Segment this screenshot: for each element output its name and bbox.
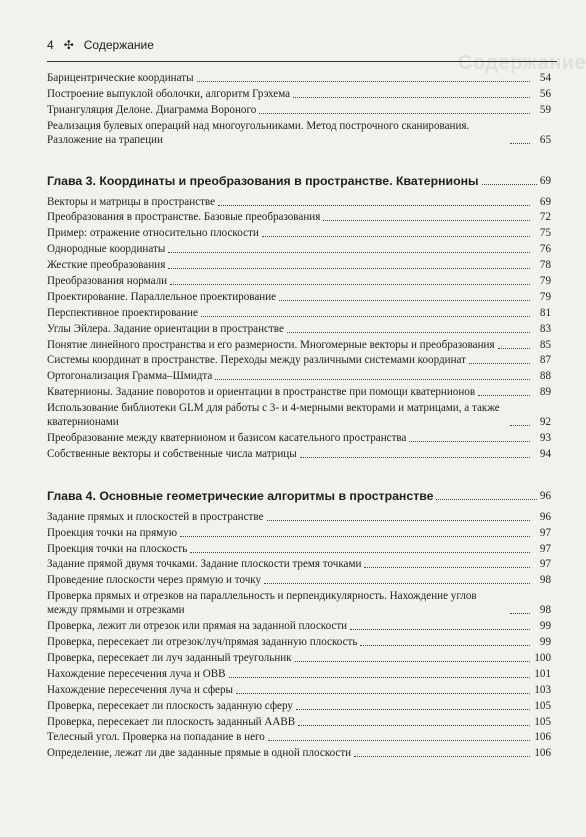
entry-title: Проектирование. Параллельное проектирование xyxy=(47,290,277,303)
entry-page: 87 xyxy=(539,354,551,367)
entry-page: 92 xyxy=(539,416,551,429)
entry-page: 99 xyxy=(539,636,551,649)
entry-title: Использование библиотеки GLM для работы с 3- и 4-мерными векторами и матрицами, а также кватернионами xyxy=(47,402,500,429)
leader-dots xyxy=(197,81,530,82)
entry-page: 85 xyxy=(539,338,551,351)
entry-title: Однородные координаты xyxy=(47,243,166,256)
leader-dots xyxy=(293,97,530,98)
entry-title: Проекция точки на плоскость xyxy=(47,542,188,555)
toc-entry[interactable] xyxy=(47,71,551,85)
leader-dots xyxy=(236,693,530,694)
separator-icon: ✣ xyxy=(63,38,74,52)
entry-page: 75 xyxy=(539,227,551,240)
leader-dots xyxy=(469,363,530,364)
leader-dots xyxy=(350,629,530,630)
toc-entry[interactable] xyxy=(47,635,551,649)
toc-entry[interactable] xyxy=(47,431,551,445)
leader-dots xyxy=(168,252,530,253)
entry-page: 76 xyxy=(539,243,551,256)
entry-page: 69 xyxy=(539,195,551,208)
leader-dots xyxy=(287,332,530,333)
leader-dots xyxy=(510,425,530,426)
leader-dots xyxy=(300,457,530,458)
entry-page: 81 xyxy=(539,306,551,319)
running-header xyxy=(47,38,557,52)
top-entries xyxy=(47,71,551,147)
entry-title: Проведение плоскости через прямую и точку xyxy=(47,574,262,587)
entry-title: Проверка, пересекает ли отрезок/луч/прямая заданную плоскость xyxy=(47,636,358,649)
entry-page: 78 xyxy=(539,259,551,272)
entry-title: Жесткие преобразования xyxy=(47,259,166,272)
entry-title: Нахождение пересечения луча и ОВВ xyxy=(47,667,226,680)
leader-dots xyxy=(510,613,530,614)
leader-dots xyxy=(364,567,530,568)
entry-title: Преобразование между кватернионом и базисом касательного пространства xyxy=(47,432,407,445)
entry-page: 105 xyxy=(534,699,551,712)
entry-page: 103 xyxy=(534,683,551,696)
entry-page: 56 xyxy=(539,87,551,100)
section-title: Содержание xyxy=(83,38,154,52)
toc-entry[interactable] xyxy=(47,385,551,399)
entry-title: Кватернионы. Задание поворотов и ориентации в пространстве при помощи кватернионов xyxy=(47,386,476,399)
entry-title: Задание прямых и плоскостей в пространстве xyxy=(47,510,264,523)
toc-entry[interactable] xyxy=(47,210,551,224)
toc-entry[interactable] xyxy=(47,651,551,665)
toc-entry[interactable] xyxy=(47,119,551,147)
toc-entry[interactable] xyxy=(47,542,551,556)
leader-dots xyxy=(323,220,530,221)
entry-title: Проверка, пересекает ли луч заданный треугольник xyxy=(47,651,292,664)
leader-dots xyxy=(262,236,530,237)
leader-dots xyxy=(201,316,530,317)
leader-dots xyxy=(360,645,530,646)
chapter-title: Глава 3. Координаты и преобразования в пространстве. Кватернионы xyxy=(47,173,479,188)
leader-dots xyxy=(296,709,530,710)
entry-title: Проверка, пересекает ли плоскость заданный ААВВ xyxy=(47,715,296,728)
leader-dots xyxy=(478,395,530,396)
leader-dots xyxy=(190,552,530,553)
entry-page: 97 xyxy=(539,526,551,539)
entry-title: Определение, лежат ли две заданные прямые в одной плоскости xyxy=(47,747,352,760)
toc-entry[interactable] xyxy=(47,401,551,429)
toc-entry[interactable] xyxy=(47,619,551,633)
entry-title: Углы Эйлера. Задание ориентации в пространстве xyxy=(47,322,284,335)
toc-entry[interactable] xyxy=(47,667,551,681)
entry-title: Преобразования нормали xyxy=(47,275,168,288)
toc-entry[interactable] xyxy=(47,683,551,697)
toc-entry[interactable] xyxy=(47,226,551,240)
toc-entry[interactable] xyxy=(47,730,551,744)
toc-entry[interactable] xyxy=(47,195,551,209)
table-of-contents xyxy=(47,71,551,762)
entry-page: 98 xyxy=(539,574,551,587)
entry-title: Ортогонализация Грамма–Шмидта xyxy=(47,370,213,383)
entry-title: Триангуляция Делоне. Диаграмма Вороного xyxy=(47,103,257,116)
leader-dots xyxy=(168,268,530,269)
entry-page: 88 xyxy=(539,370,551,383)
entry-page: 83 xyxy=(539,322,551,335)
toc-entry[interactable] xyxy=(47,306,551,320)
chapter-4-entries xyxy=(47,510,551,760)
leader-dots xyxy=(259,113,530,114)
leader-dots xyxy=(180,536,530,537)
toc-entry[interactable] xyxy=(47,258,551,272)
leader-dots xyxy=(298,725,530,726)
page-number: 4 xyxy=(47,38,54,52)
entry-title: Проекция точки на прямую xyxy=(47,526,178,539)
leader-dots xyxy=(510,143,530,144)
toc-entry[interactable] xyxy=(47,557,551,571)
leader-dots xyxy=(409,441,530,442)
toc-entry[interactable] xyxy=(47,746,551,760)
leader-dots xyxy=(218,205,530,206)
toc-entry[interactable] xyxy=(47,589,551,617)
toc-entry[interactable] xyxy=(47,103,551,117)
entry-page: 93 xyxy=(539,432,551,445)
leader-dots xyxy=(482,184,537,185)
entry-title: Задание прямой двумя точками. Задание плоскости тремя точками xyxy=(47,558,362,571)
toc-entry[interactable] xyxy=(47,699,551,713)
entry-page: 105 xyxy=(534,715,551,728)
chapter-page: 96 xyxy=(539,489,551,502)
entry-title: Пример: отражение относительно плоскости xyxy=(47,227,259,240)
chapter-4-heading[interactable] xyxy=(47,488,551,504)
entry-page: 96 xyxy=(539,510,551,523)
toc-entry[interactable] xyxy=(47,369,551,383)
entry-title: Телесный угол. Проверка на попадание в него xyxy=(47,731,265,744)
entry-title: Барицентрические координаты xyxy=(47,72,194,84)
toc-entry[interactable] xyxy=(47,274,551,288)
chapter-3-heading[interactable] xyxy=(47,173,551,189)
entry-title: Векторы и матрицы в пространстве xyxy=(47,195,216,208)
leader-dots xyxy=(267,520,531,521)
entry-page: 79 xyxy=(539,275,551,288)
entry-page: 98 xyxy=(539,604,551,617)
entry-title: Проверка, лежит ли отрезок или прямая на заданной плоскости xyxy=(47,620,348,633)
toc-entry[interactable] xyxy=(47,526,551,540)
entry-page: 54 xyxy=(539,72,551,84)
entry-page: 65 xyxy=(539,133,551,146)
entry-title: Проверка прямых и отрезков на параллельность и перпендикулярность. Нахождение углов между прямыми и отрезками xyxy=(47,590,477,617)
entry-page: 106 xyxy=(534,731,551,744)
entry-title: Понятие линейного пространства и его размерности. Многомерные векторы и преобразования xyxy=(47,338,495,351)
leader-dots xyxy=(498,348,530,349)
entry-page: 97 xyxy=(539,558,551,571)
toc-entry[interactable] xyxy=(47,447,551,461)
leader-dots xyxy=(264,583,530,584)
entry-title: Перспективное проектирование xyxy=(47,306,198,319)
entry-title: Преобразования в пространстве. Базовые преобразования xyxy=(47,211,321,224)
entry-page: 89 xyxy=(539,386,551,399)
toc-entry[interactable] xyxy=(47,87,551,101)
entry-page: 79 xyxy=(539,290,551,303)
leader-dots xyxy=(170,284,530,285)
toc-entry[interactable] xyxy=(47,338,551,352)
leader-dots xyxy=(215,379,530,380)
entry-title: Системы координат в пространстве. Переходы между различными системами координат xyxy=(47,354,466,367)
entry-title: Проверка, пересекает ли плоскость заданную сферу xyxy=(47,699,293,712)
entry-title: Построение выпуклой оболочки, алгоритм Грэхема xyxy=(47,87,291,100)
entry-title: Собственные векторы и собственные числа матрицы xyxy=(47,447,297,460)
entry-title: Реализация булевых операций над многоугольниками. Метод построчного сканирования. Разложение на трапеции xyxy=(47,119,470,146)
chapter-3-entries xyxy=(47,195,551,461)
toc-entry[interactable] xyxy=(47,353,551,367)
entry-page: 72 xyxy=(539,211,551,224)
chapter-title: Глава 4. Основные геометрические алгоритмы в пространстве xyxy=(47,488,434,503)
leader-dots xyxy=(354,756,530,757)
entry-page: 59 xyxy=(539,103,551,116)
toc-entry[interactable] xyxy=(47,715,551,729)
entry-page: 100 xyxy=(534,651,551,664)
toc-entry[interactable] xyxy=(47,322,551,336)
leader-dots xyxy=(295,661,530,662)
leader-dots xyxy=(229,677,530,678)
toc-entry[interactable] xyxy=(47,242,551,256)
toc-entry[interactable] xyxy=(47,510,551,524)
leader-dots xyxy=(268,740,530,741)
toc-entry[interactable] xyxy=(47,573,551,587)
background-ghost-text: Содержание xyxy=(458,52,586,74)
leader-dots xyxy=(436,499,536,500)
entry-page: 106 xyxy=(534,747,551,760)
chapter-page: 69 xyxy=(539,174,551,187)
header-rule xyxy=(47,61,557,62)
entry-page: 94 xyxy=(539,447,551,460)
entry-page: 99 xyxy=(539,620,551,633)
toc-entry[interactable] xyxy=(47,290,551,304)
entry-page: 97 xyxy=(539,542,551,555)
leader-dots xyxy=(279,300,530,301)
entry-title: Нахождение пересечения луча и сферы xyxy=(47,683,233,696)
entry-page: 101 xyxy=(534,667,551,680)
